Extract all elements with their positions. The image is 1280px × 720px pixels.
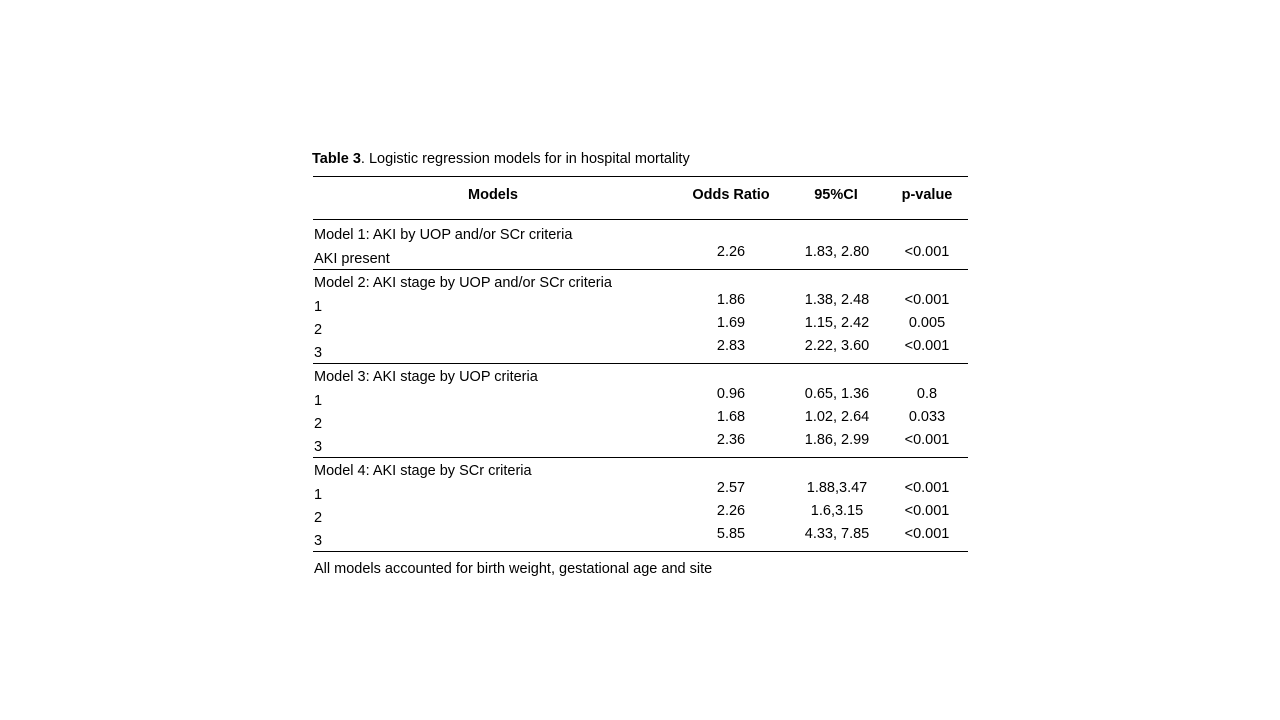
row-label: 3 — [314, 439, 323, 455]
p-value-cell: <0.001 — [904, 432, 950, 448]
p-value-cell: 0.033 — [908, 409, 946, 425]
table-row — [312, 246, 968, 269]
odds-ratio-cell: 1.86 — [716, 292, 746, 308]
ci-cell: 2.22, 3.60 — [804, 338, 870, 354]
p-value-cell: <0.001 — [904, 526, 950, 542]
model-group-1 — [312, 220, 968, 269]
row-label: 1 — [314, 393, 323, 409]
ci-cell: 1.6,3.15 — [810, 503, 864, 519]
model-title: Model 2: AKI stage by UOP and/or SCr criteria — [314, 275, 612, 291]
model-group-4 — [312, 458, 968, 551]
p-value-cell: <0.001 — [904, 480, 950, 496]
odds-ratio-cell: 5.85 — [716, 526, 746, 542]
row-label: 2 — [314, 510, 323, 526]
odds-ratio-cell: 1.69 — [716, 315, 746, 331]
odds-ratio-cell: 2.26 — [716, 503, 746, 519]
table-row — [312, 340, 968, 363]
p-value-cell: <0.001 — [904, 338, 950, 354]
table-row — [312, 505, 968, 528]
table-row — [312, 294, 968, 317]
p-value-cell: <0.001 — [904, 292, 950, 308]
ci-cell: 1.15, 2.42 — [804, 315, 870, 331]
table-row — [312, 388, 968, 411]
ci-cell: 1.38, 2.48 — [804, 292, 870, 308]
table-caption-text: . Logistic regression models for in hospital mortality — [360, 151, 690, 167]
table-row — [312, 411, 968, 434]
row-label: 2 — [314, 416, 323, 432]
odds-ratio-cell: 0.96 — [716, 386, 746, 402]
ci-cell: 1.02, 2.64 — [804, 409, 870, 425]
row-label: 1 — [314, 487, 323, 503]
table-row — [312, 482, 968, 505]
model-title: Model 1: AKI by UOP and/or SCr criteria — [314, 227, 573, 243]
p-value-cell: 0.8 — [916, 386, 938, 402]
row-label: AKI present — [314, 251, 390, 267]
odds-ratio-cell: 2.83 — [716, 338, 746, 354]
row-label: 3 — [314, 533, 323, 549]
ci-cell: 4.33, 7.85 — [804, 526, 870, 542]
table-caption-label: Table 3 — [312, 151, 361, 167]
p-value-cell: <0.001 — [904, 503, 950, 519]
header-odds-ratio: Odds Ratio — [692, 187, 770, 203]
odds-ratio-cell: 2.36 — [716, 432, 746, 448]
table-row — [312, 317, 968, 340]
header-models: Models — [468, 187, 518, 203]
table-row — [312, 528, 968, 551]
ci-cell: 1.83, 2.80 — [804, 244, 870, 260]
odds-ratio-cell: 2.57 — [716, 480, 746, 496]
model-group-3 — [312, 364, 968, 457]
header-p-value: p-value — [901, 187, 953, 203]
table-caption — [312, 148, 968, 176]
model-group-2 — [312, 270, 968, 363]
ci-cell: 0.65, 1.36 — [804, 386, 870, 402]
odds-ratio-cell: 2.26 — [716, 244, 746, 260]
p-value-cell: <0.001 — [904, 244, 950, 260]
row-label: 3 — [314, 345, 323, 361]
table-row — [312, 434, 968, 457]
p-value-cell: 0.005 — [908, 315, 946, 331]
model-title: Model 3: AKI stage by UOP criteria — [314, 369, 538, 385]
header-ci: 95%CI — [814, 187, 858, 203]
ci-cell: 1.86, 2.99 — [804, 432, 870, 448]
ci-cell: 1.88,3.47 — [806, 480, 868, 496]
odds-ratio-cell: 1.68 — [716, 409, 746, 425]
model-title: Model 4: AKI stage by SCr criteria — [314, 463, 532, 479]
table-header — [312, 177, 968, 219]
table-document — [312, 148, 968, 577]
row-label: 1 — [314, 299, 323, 315]
table-bottom-rule — [313, 551, 968, 552]
table-footnote: All models accounted for birth weight, gestational age and site — [314, 561, 713, 577]
row-label: 2 — [314, 322, 323, 338]
